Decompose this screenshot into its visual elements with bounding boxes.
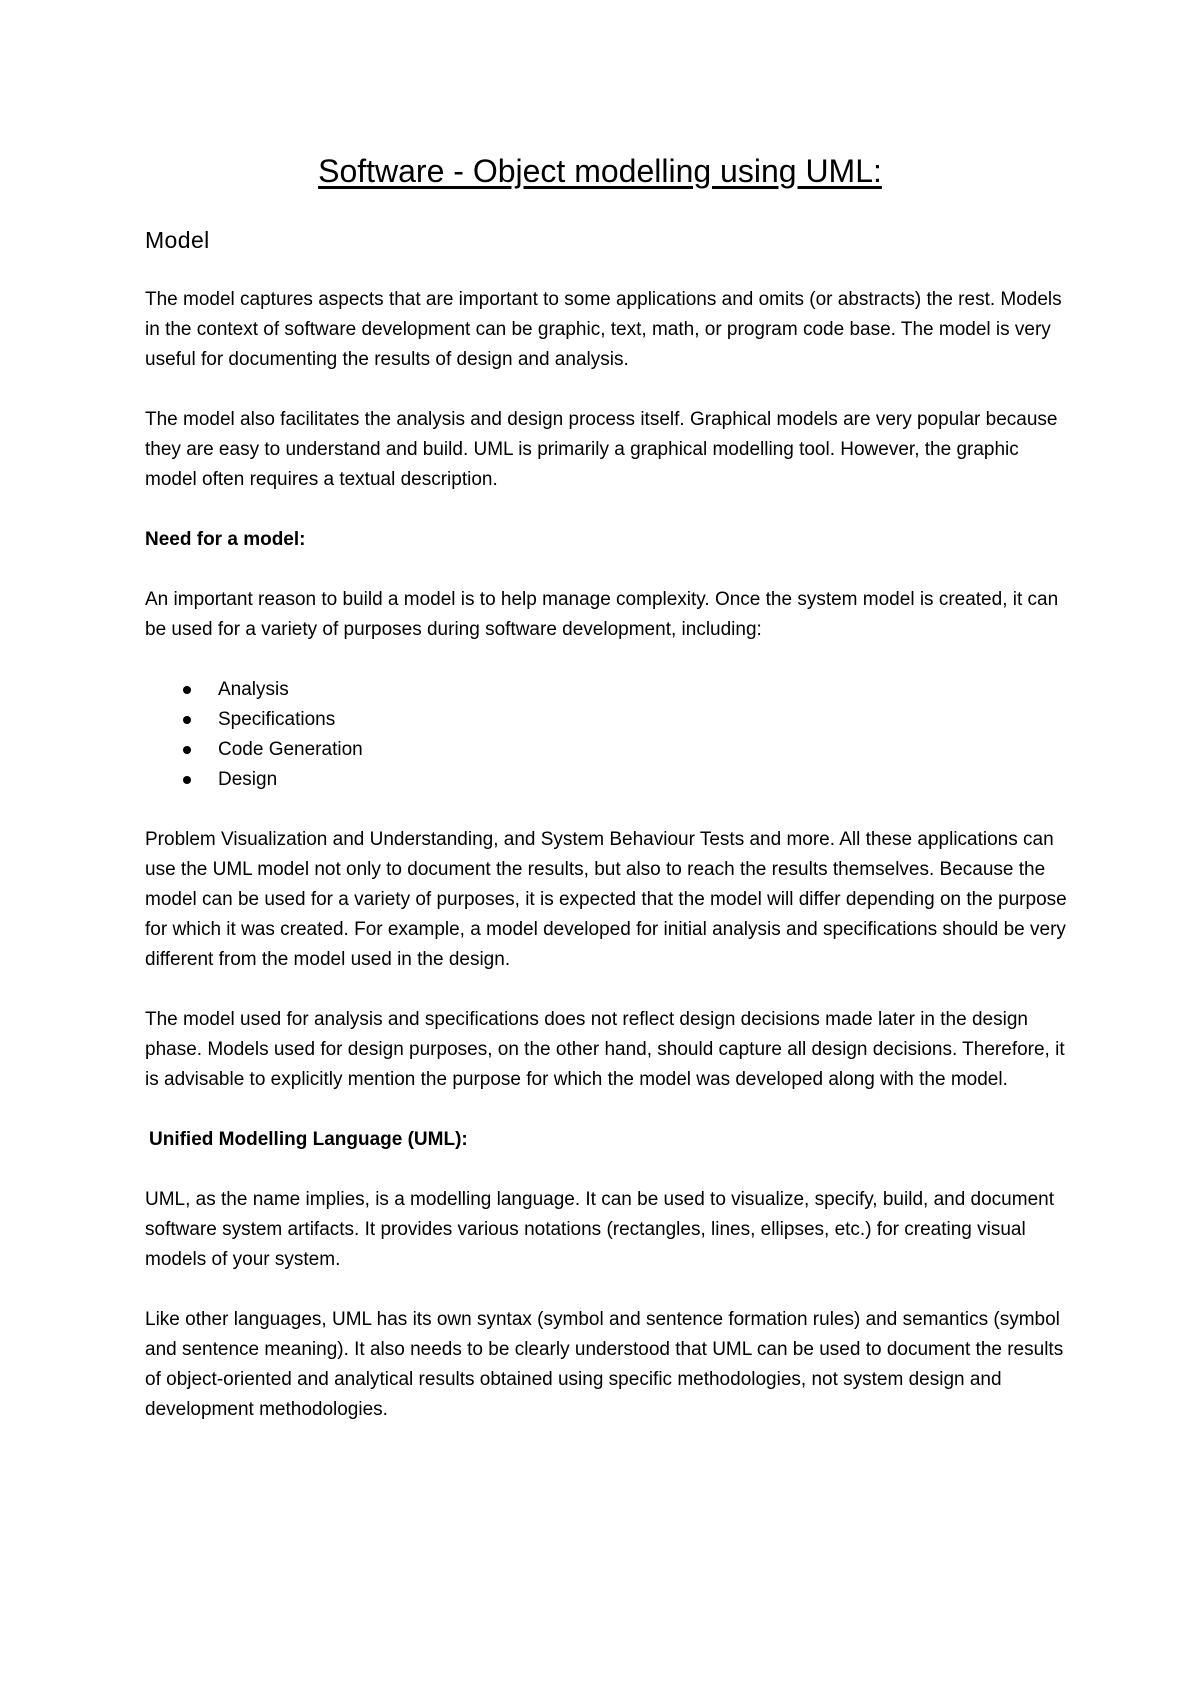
- list-item-label: Analysis: [218, 679, 289, 700]
- document-body: [145, 225, 1075, 1425]
- spacer: [145, 1095, 1075, 1125]
- list-item-label: Specifications: [218, 709, 336, 730]
- spacer: [145, 1275, 1075, 1305]
- spacer: [145, 555, 1075, 585]
- bullet-icon: [183, 686, 191, 694]
- purposes-list: [145, 675, 1075, 795]
- uml-paragraph-1: UML, as the name implies, is a modelling language. It can be used to visualize, specify, build, and document software system artifacts. It provides various notations (rectangles, lines, ellipses, etc.) for creating visual models of your system.: [145, 1189, 1054, 1270]
- bullet-icon: [183, 716, 191, 724]
- need-paragraph: An important reason to build a model is to help manage complexity. Once the system model is created, it can be used for a variety of purposes during software development, including:: [145, 589, 1059, 640]
- list-item-label: Design: [218, 769, 278, 790]
- spacer: [145, 645, 1075, 675]
- analysis-paragraph: The model used for analysis and specifications does not reflect design decisions made later in the design phase. Models used for design purposes, on the other hand, should capture all design decisions. Therefore, it is advisable to explicitly mention the purpose for which the model was developed along with the model.: [145, 1009, 1065, 1090]
- problem-paragraph: Problem Visualization and Understanding, and System Behaviour Tests and more. All these applications can use the UML model not only to document the results, but also to reach the results themselves. Because the model can be used for a variety of purposes, it is expected that the model will differ depending on the purpose for which it was created. For example, a model developed for initial analysis and specifications should be very different from the model used in the design.: [145, 829, 1067, 970]
- spacer: [145, 495, 1075, 525]
- spacer: [145, 795, 1075, 825]
- spacer: [145, 1155, 1075, 1185]
- model-paragraph-2: The model also facilitates the analysis and design process itself. Graphical models are very popular because they are easy to understand and build. UML is primarily a graphical modelling tool. However, the graphic model often requires a textual description.: [145, 409, 1058, 490]
- bullet-icon: [183, 776, 191, 784]
- spacer: [145, 375, 1075, 405]
- list-item: [183, 705, 1075, 735]
- spacer: [145, 975, 1075, 1005]
- model-paragraph-1: The model captures aspects that are important to some applications and omits (or abstracts) the rest. Models in the context of software development can be graphic, text, math, or program code base. The model is very useful for documenting the results of design and analysis.: [145, 289, 1062, 370]
- uml-heading: Unified Modelling Language (UML):: [149, 1129, 468, 1150]
- list-item: [183, 765, 1075, 795]
- list-item: [183, 735, 1075, 765]
- list-item-label: Code Generation: [218, 739, 363, 760]
- document-title: Software - Object modelling using UML:: [318, 153, 882, 189]
- need-heading: Need for a model:: [145, 529, 306, 550]
- bullet-icon: [183, 746, 191, 754]
- model-heading: Model: [145, 227, 210, 253]
- spacer: [145, 255, 1075, 285]
- uml-paragraph-2: Like other languages, UML has its own syntax (symbol and sentence formation rules) and semantics (symbol and sentence meaning). It also needs to be clearly understood that UML can be used to document the results of object-oriented and analytical results obtained using specific methodologies, not system design and development methodologies.: [145, 1309, 1064, 1420]
- list-item: [183, 675, 1075, 705]
